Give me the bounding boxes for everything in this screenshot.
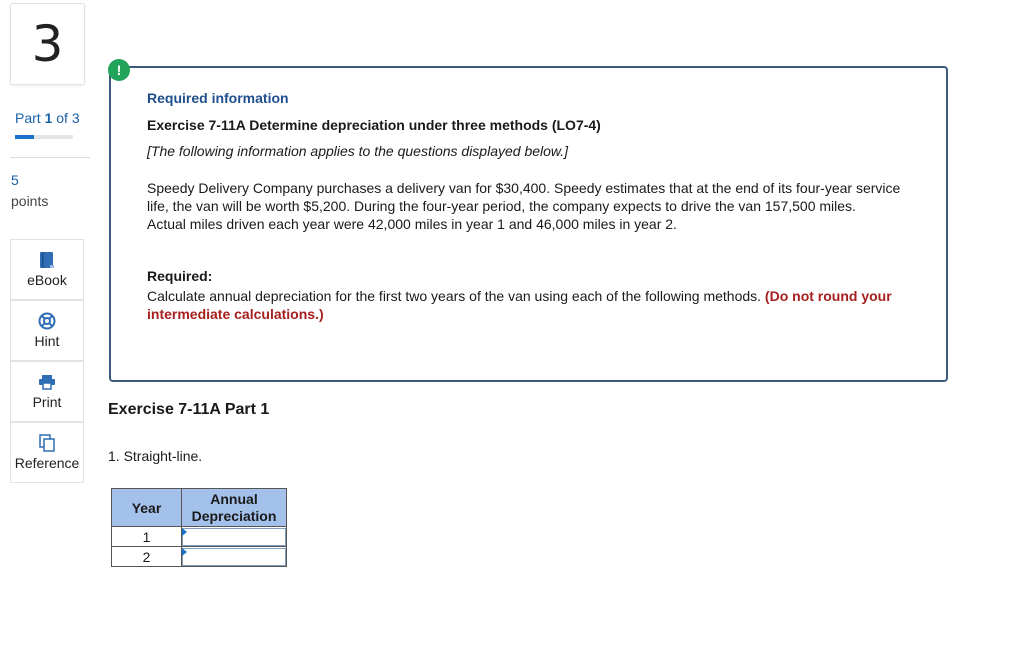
required-instructions	[147, 287, 917, 323]
rounding-emphasis: (Do not round your intermediate calculations.)	[147, 288, 892, 322]
info-note: [The following information applies to the questions displayed below.]	[147, 143, 569, 159]
hint-button[interactable]	[10, 300, 84, 361]
points-label: points	[11, 193, 49, 209]
year-header: Year	[112, 489, 182, 527]
part-heading: Exercise 7-11A Part 1	[108, 401, 270, 418]
sidebar-divider	[10, 157, 90, 158]
required-information-heading: Required information	[147, 90, 289, 106]
reference-label: Reference	[14, 455, 80, 471]
ebook-button[interactable]	[10, 239, 84, 300]
required-label: Required:	[147, 268, 213, 284]
year-cell: 1	[112, 527, 182, 547]
problem-miles-paragraph: Actual miles driven each year were 42,000 miles in year 1 and 46,000 miles in year 2.	[147, 216, 677, 232]
year-cell: 2	[112, 547, 182, 567]
question-text: 1. Straight-line.	[108, 448, 203, 464]
question-number: 3	[10, 3, 85, 85]
print-label: Print	[32, 394, 62, 410]
problem-description	[147, 179, 907, 233]
hint-icon	[38, 310, 56, 332]
reference-icon	[39, 432, 55, 454]
print-button[interactable]	[10, 361, 84, 422]
part-progress-fill	[15, 135, 34, 139]
part-indicator: Part 1 of 3	[15, 110, 80, 126]
points-value: 5	[11, 172, 19, 188]
ebook-icon	[39, 249, 55, 271]
print-icon	[38, 371, 56, 393]
depreciation-input-year-2[interactable]	[182, 548, 286, 566]
input-flag-icon	[182, 548, 187, 556]
depreciation-table	[111, 488, 287, 567]
reference-button[interactable]	[10, 422, 84, 483]
input-flag-icon	[182, 528, 187, 536]
problem-paragraph: Speedy Delivery Company purchases a delivery van for $30,400. Speedy estimates that at the end of its four-year service life, the van will be worth $5,200. During the four-year period, the company expects to drive the van 157,500 miles.	[147, 180, 901, 214]
table-row	[112, 527, 287, 547]
alert-icon: !	[108, 59, 130, 81]
hint-label: Hint	[34, 333, 60, 349]
depreciation-cell	[182, 527, 287, 547]
annual-depreciation-header: Annual Depreciation	[182, 489, 287, 527]
required-text: Calculate annual depreciation for the first two years of the van using each of the following methods.	[147, 288, 765, 304]
depreciation-cell	[182, 547, 287, 567]
exercise-title: Exercise 7-11A Determine depreciation under three methods (LO7-4)	[147, 117, 601, 133]
ebook-label: eBook	[27, 272, 67, 288]
table-row	[112, 547, 287, 567]
depreciation-input-year-1[interactable]	[182, 528, 286, 546]
